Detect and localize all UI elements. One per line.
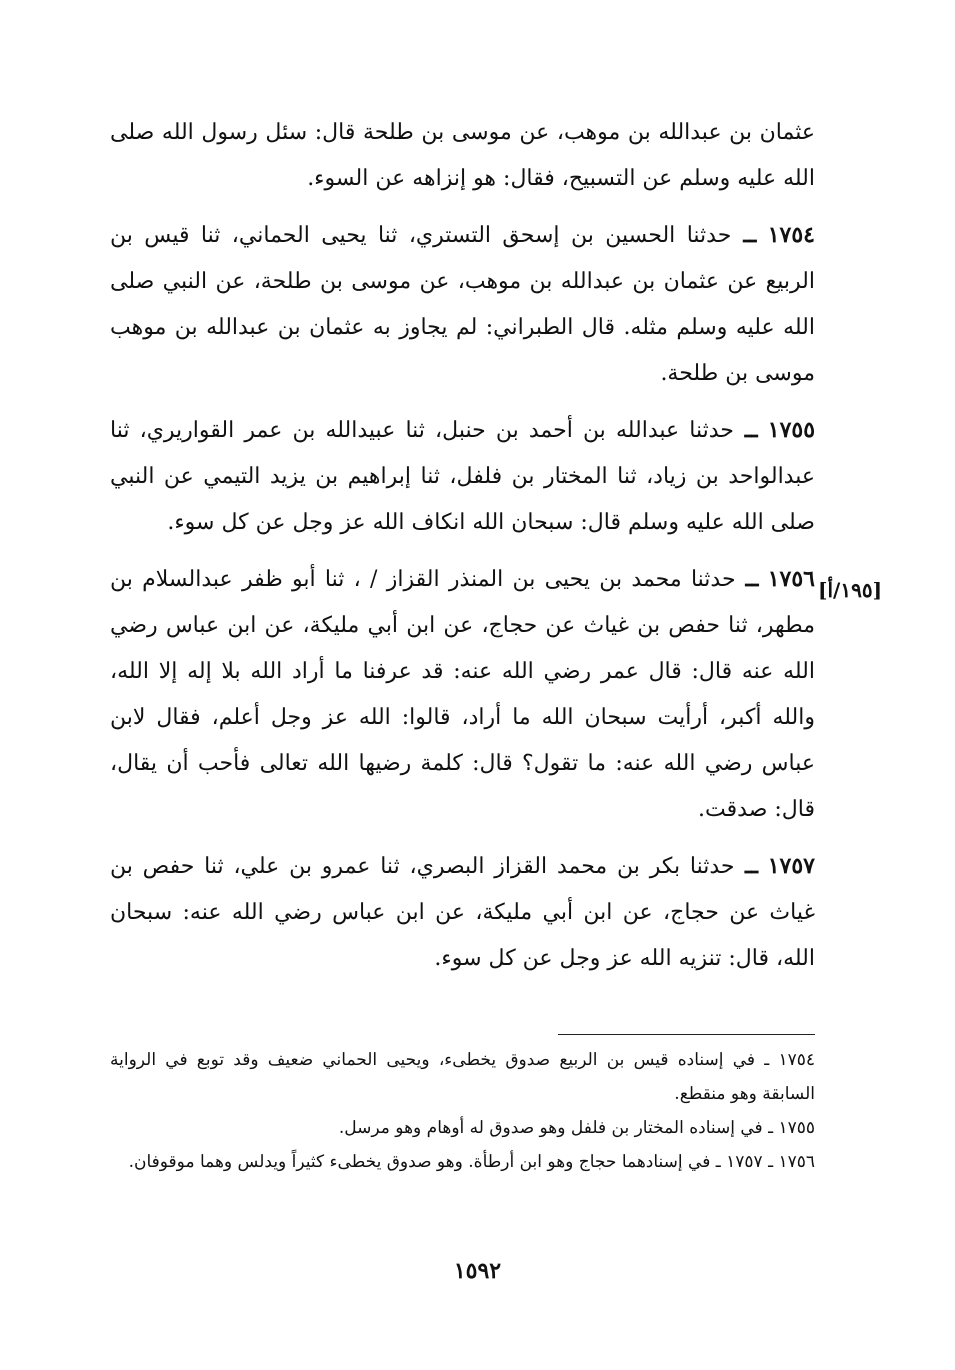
hadith-number: ١٧٥٤ xyxy=(767,222,815,248)
hadith-1755 xyxy=(110,407,815,546)
manuscript-folio-reference: [١٩٥/أ] xyxy=(818,578,883,602)
paragraph-continuation xyxy=(110,110,815,202)
number-dash: ــ xyxy=(731,222,757,248)
paragraph-text: حدثنا الحسين بن إسحق التستري، ثنا يحيى الحماني، ثنا قيس بن الربيع عن عثمان بن عبدالله بن موهب، عن موسى بن طلحة، عن النبي صلى الله عليه وسلم مثله. قال الطبراني: لم يجاوز به عثمان بن عبدالله بن موهب موسى بن طلحة. xyxy=(110,223,815,386)
paragraph-text: حدثنا عبدالله بن أحمد بن حنبل، ثنا عبيدالله بن عمر القواريري، ثنا عبدالواحد بن زياد، ثنا المختار بن فلفل، ثنا إبراهيم بن يزيد التيمي عن النبي صلى الله عليه وسلم قال: سبحان الله انكاف الله عز وجل عن كل سوء. xyxy=(110,418,815,535)
hadith-number: ١٧٥٧ xyxy=(767,853,815,879)
hadith-1757 xyxy=(110,843,815,982)
hadith-1756 xyxy=(110,556,815,833)
footnotes xyxy=(110,1043,815,1179)
number-dash: ــ xyxy=(735,566,759,592)
paragraph-text: حدثنا محمد بن يحيى بن المنذر القزاز / ، ثنا أبو ظفر عبدالسلام بن مطهر، ثنا حفص بن غياث عن حجاج، عن ابن أبي مليكة، عن ابن عباس رضي الله عنه قال: قال عمر رضي الله عنه: قد عرفنا ما أراد الله بلا إله إلا الله، والله أكبر، أرأيت سبحان الله ما أراد، قالوا: الله عز وجل أعلم، فقال لابن عباس رضي الله عنه: ما تقول؟ قال: كلمة رضيها الله تعالى فأحب أن يقال، قال: صدقت. xyxy=(110,567,815,822)
hadith-1754 xyxy=(110,212,815,397)
number-dash: ــ xyxy=(734,853,758,879)
footnote: ١٧٥٤ ـ في إسناده قيس بن الربيع صدوق يخطىء، ويحيى الحماني ضعيف وقد توبع في الرواية السابقة وهو منقطع. xyxy=(110,1050,815,1104)
footnote: ١٧٥٦ ـ ١٧٥٧ ـ في إسنادهما حجاج وهو ابن أرطأة. وهو صدوق يخطىء كثيراً ويدلس وهما موقوفان. xyxy=(128,1152,815,1172)
footnote: ١٧٥٥ ـ في إسناده المختار بن فلفل وهو صدوق له أوهام وهو مرسل. xyxy=(338,1118,815,1138)
hadith-number: ١٧٥٥ xyxy=(767,417,816,443)
footnote-divider xyxy=(558,1034,815,1035)
paragraph-text: عثمان بن عبدالله بن موهب، عن موسى بن طلحة قال: سئل رسول الله صلى الله عليه وسلم عن التسبيح، فقال: هو إنزاهه عن السوء. xyxy=(110,120,815,191)
main-text xyxy=(110,110,815,992)
hadith-number: ١٧٥٦ xyxy=(767,566,815,592)
page-number: ١٥٩٢ xyxy=(453,1258,502,1284)
number-dash: ــ xyxy=(733,417,758,443)
paragraph-text: حدثنا بكر بن محمد القزاز البصري، ثنا عمرو بن علي، ثنا حفص بن غياث عن حجاج، عن ابن أبي مليكة، عن ابن عباس رضي الله عنه: سبحان الله، قال: تنزيه الله عز وجل عن كل سوء. xyxy=(110,854,815,971)
